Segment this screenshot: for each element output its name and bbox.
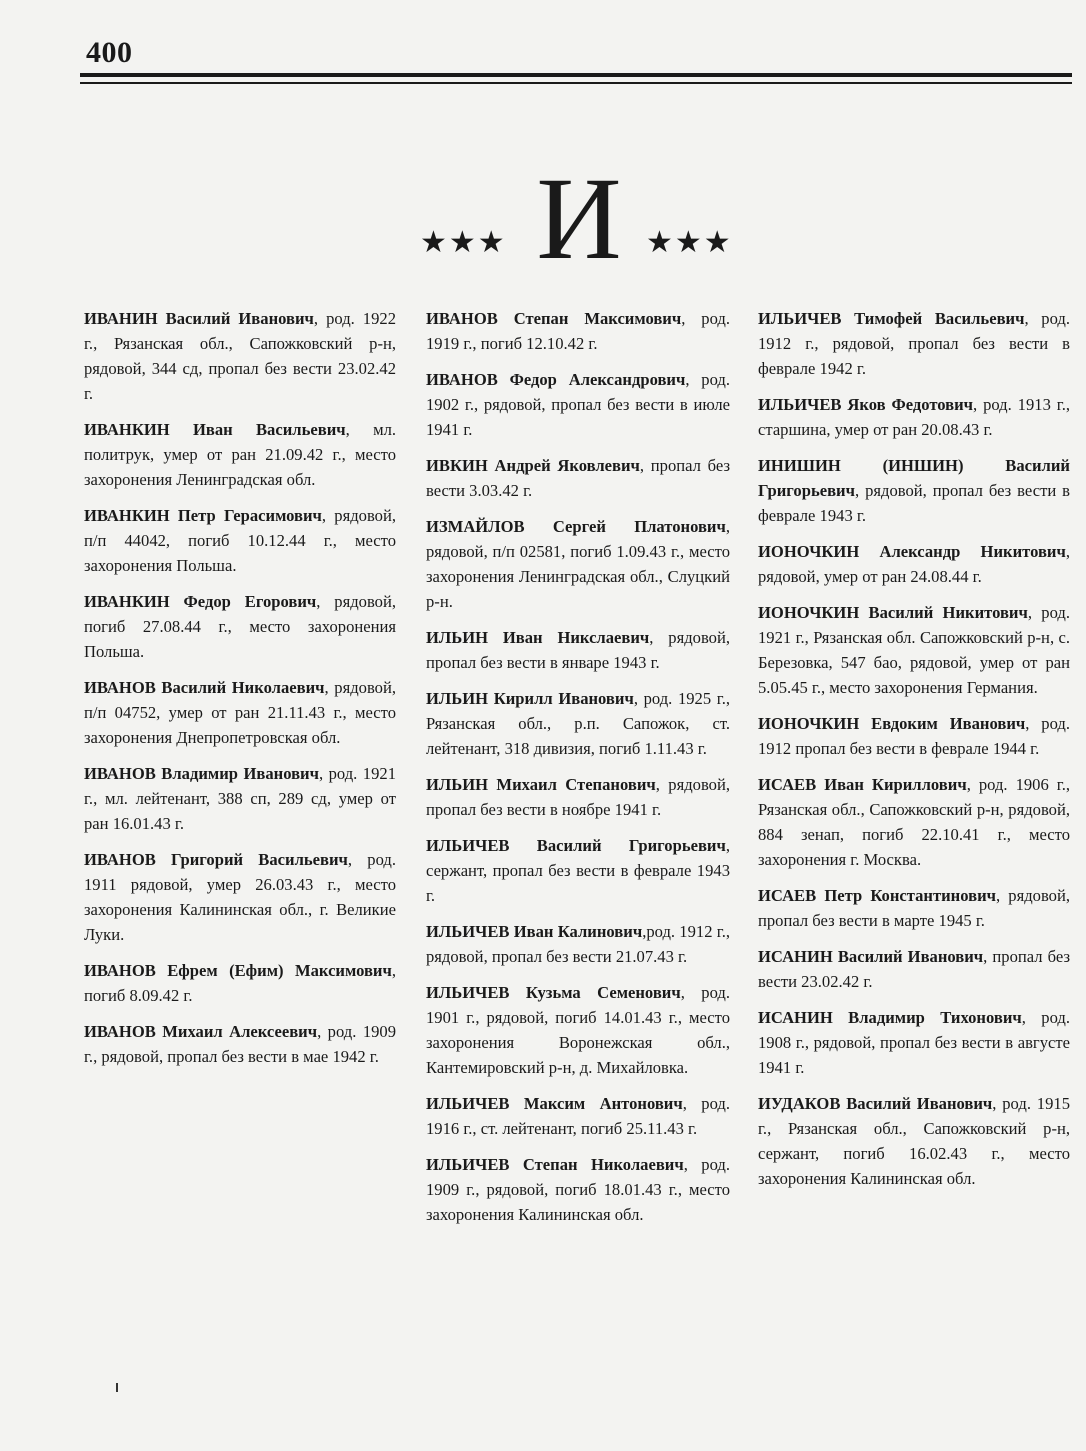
entry-details: , род. 1908 г., рядовой, пропал без вести в августе 1941 г. [758, 1008, 1070, 1077]
section-letter-banner [418, 153, 748, 284]
stray-mark [116, 1383, 118, 1392]
list-item [426, 833, 730, 908]
list-item [426, 686, 730, 761]
entry-details: , рядовой, пропал без вести в ноябре 1941 г. [426, 775, 730, 819]
entry-name: ИВАНОВ Ефрем (Ефим) Максимович [84, 961, 392, 980]
list-item [84, 675, 396, 750]
entry-details: , рядовой, пропал без вести в январе 1943 г. [426, 628, 730, 672]
entry-details: , род. 1906 г., Рязанская обл., Сапожковский р-н, рядовой, 884 зенап, погиб 22.10.41 г., место захоронения г. Москва. [758, 775, 1070, 869]
list-item [758, 539, 1070, 589]
list-item [426, 1152, 730, 1227]
list-item [84, 1019, 396, 1069]
entry-details: , род. 1925 г., Рязанская обл., р.п. Сапожок, ст. лейтенант, 318 дивизия, погиб 1.11.43 г. [426, 689, 730, 758]
list-item [84, 417, 396, 492]
entry-details: , рядовой, погиб 27.08.44 г., место захоронения Польша. [84, 592, 397, 661]
entry-details: , род. 1912 пропал без вести в феврале 1944 г. [758, 714, 1070, 758]
entry-details: , рядовой, п/п 02581, погиб 1.09.43 г., место захоронения Ленинградская обл., Слуцкий р-н. [426, 517, 730, 611]
entry-name: ИЛЬИН Михаил Степанович [426, 775, 656, 794]
list-item [84, 503, 396, 578]
header-rule-thin [80, 82, 1072, 84]
entry-details: , род. 1921 г., Рязанская обл. Сапожковский р-н, с. Березовка, 547 бао, рядовой, умер от ран 5.05.45 г., место захоронения Германия. [758, 603, 1070, 697]
list-item [758, 883, 1070, 933]
list-item [758, 1091, 1070, 1191]
entry-name: ИВАНОВ Владимир Иванович [84, 764, 319, 783]
list-item [426, 772, 730, 822]
entry-name: ИСАНИН Владимир Тихонович [758, 1008, 1022, 1027]
list-item [84, 958, 396, 1008]
entry-name: ИВАНОВ Михаил Алексеевич [84, 1022, 318, 1041]
entry-details: , пропал без вести 23.02.42 г. [758, 947, 1070, 991]
entry-name: ИЛЬИЧЕВ Кузьма Семенович [426, 983, 681, 1002]
entry-name: ИЛЬИН Кирилл Иванович [426, 689, 634, 708]
entry-name: ИНИШИН (ИНШИН) Василий Григорьевич [758, 456, 1070, 500]
entry-details: , род. 1919 г., погиб 12.10.42 г. [426, 309, 730, 353]
entry-details: , рядовой, умер от ран 24.08.44 г. [758, 542, 1070, 586]
entry-details: , род. 1902 г., рядовой, пропал без вести в июле 1941 г. [426, 370, 730, 439]
entry-name: ИВАНОВ Федор Александрович [426, 370, 686, 389]
entry-name: ИВАНИН Василий Иванович [84, 309, 314, 328]
list-item [426, 1091, 730, 1141]
list-item [758, 1005, 1070, 1080]
entry-name: ИУДАКОВ Василий Иванович [758, 1094, 993, 1113]
list-item [426, 453, 730, 503]
entry-details: , род. 1913 г., старшина, умер от ран 20.08.43 г. [758, 395, 1071, 439]
entry-name: ИСАНИН Василий Иванович [758, 947, 984, 966]
entry-name: ИВКИН Андрей Яковлевич [426, 456, 640, 475]
list-item [758, 306, 1070, 381]
column-1 [84, 306, 396, 1080]
list-item [758, 453, 1070, 528]
list-item [84, 847, 396, 947]
entry-details: , род. 1901 г., рядовой, погиб 14.01.43 г., место захоронения Воронежская обл., Кантемировский р-н, д. Михайловка. [426, 983, 730, 1077]
list-item [758, 711, 1070, 761]
entry-name: ИВАНОВ Степан Максимович [426, 309, 682, 328]
entry-details: , погиб 8.09.42 г. [84, 961, 396, 1005]
entry-name: ИЛЬИЧЕВ Василий Григорьевич [426, 836, 726, 855]
entry-details: ,род. 1912 г., рядовой, пропал без вести 21.07.43 г. [426, 922, 730, 966]
list-item [758, 600, 1070, 700]
list-item [758, 772, 1070, 872]
entry-name: ИЗМАЙЛОВ Сергей Платонович [426, 517, 726, 536]
header-rule-thick [80, 73, 1072, 77]
page-number: 400 [86, 36, 133, 69]
entry-details: , рядовой, пропал без вести в марте 1945 г. [758, 886, 1071, 930]
entry-name: ИЛЬИЧЕВ Иван Калинович [426, 922, 643, 941]
entry-details: , род. 1922 г., Рязанская обл., Сапожковский р-н, рядовой, 344 сд, пропал без вести 23.02.42 г. [84, 309, 396, 403]
list-item [84, 306, 396, 406]
list-item [758, 944, 1070, 994]
list-item [426, 306, 730, 356]
entry-name: ИВАНКИН Федор Егорович [84, 592, 317, 611]
list-item [758, 392, 1070, 442]
entry-name: ИВАНОВ Василий Николаевич [84, 678, 325, 697]
entry-details: , род. 1912 г., рядовой, пропал без вести в феврале 1942 г. [758, 309, 1070, 378]
column-2 [426, 306, 730, 1238]
stars-right-icon: ★★★ [646, 226, 733, 259]
list-item [84, 761, 396, 836]
entry-details: , пропал без вести 3.03.42 г. [426, 456, 730, 500]
entry-name: ИОНОЧКИН Евдоким Иванович [758, 714, 1026, 733]
list-item [426, 919, 730, 969]
entry-details: , мл. политрук, умер от ран 21.09.42 г., место захоронения Ленинградская обл. [84, 420, 397, 489]
entry-name: ИВАНОВ Григорий Васильевич [84, 850, 348, 869]
list-item [426, 514, 730, 614]
entry-details: , сержант, пропал без вести в феврале 1943 г. [426, 836, 730, 905]
entry-details: , род. 1915 г., Рязанская обл., Сапожковский р-н, сержант, погиб 16.02.43 г., место захоронения Калининская обл. [758, 1094, 1070, 1188]
list-item [426, 980, 730, 1080]
entry-details: , рядовой, п/п 44042, погиб 10.12.44 г., место захоронения Польша. [84, 506, 397, 575]
stars-left-icon: ★★★ [420, 226, 507, 259]
entry-name: ИОНОЧКИН Василий Никитович [758, 603, 1028, 622]
list-item [426, 367, 730, 442]
entry-name: ИЛЬИЧЕВ Максим Антонович [426, 1094, 683, 1113]
entry-name: ИЛЬИЧЕВ Яков Федотович [758, 395, 974, 414]
entry-name: ИЛЬИЧЕВ Тимофей Васильевич [758, 309, 1025, 328]
entry-details: , рядовой, п/п 04752, умер от ран 21.11.43 г., место захоронения Днепропетровская обл. [84, 678, 397, 747]
list-item [426, 625, 730, 675]
entry-name: ИСАЕВ Петр Константинович [758, 886, 996, 905]
entry-name: ИСАЕВ Иван Кириллович [758, 775, 967, 794]
entry-details: , род. 1909 г., рядовой, погиб 18.01.43 г., место захоронения Калининская обл. [426, 1155, 730, 1224]
entry-details: , род. 1916 г., ст. лейтенант, погиб 25.11.43 г. [426, 1094, 730, 1138]
column-3 [758, 306, 1070, 1202]
entry-details: , род. 1909 г., рядовой, пропал без вести в мае 1942 г. [84, 1022, 397, 1066]
entry-name: ИОНОЧКИН Александр Никитович [758, 542, 1066, 561]
entry-details: , рядовой, пропал без вести в феврале 1943 г. [758, 481, 1070, 525]
entry-name: ИВАНКИН Иван Васильевич [84, 420, 346, 439]
list-item [84, 589, 396, 664]
section-letter: И [536, 153, 622, 284]
entry-name: ИЛЬИН Иван Никслаевич [426, 628, 650, 647]
entry-name: ИЛЬИЧЕВ Степан Николаевич [426, 1155, 684, 1174]
entry-details: , род. 1911 рядовой, умер 26.03.43 г., место захоронения Калининская обл., г. Великие Луки. [84, 850, 396, 944]
entry-details: , род. 1921 г., мл. лейтенант, 388 сп, 289 сд, умер от ран 16.01.43 г. [84, 764, 396, 833]
entry-name: ИВАНКИН Петр Герасимович [84, 506, 322, 525]
